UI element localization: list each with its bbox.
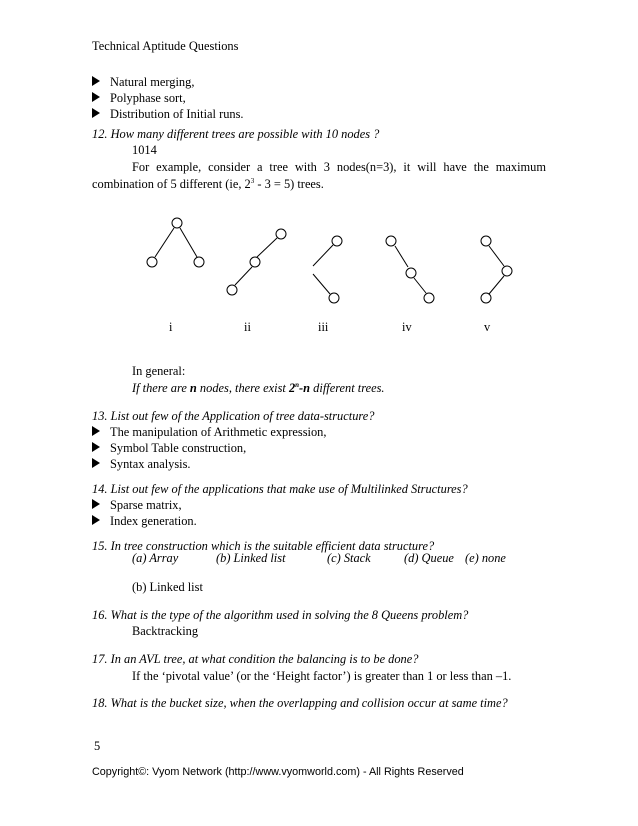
tree-node [332, 236, 342, 246]
option-c: (c) Stack [327, 551, 371, 565]
tree-edge [489, 276, 504, 294]
tree-node [194, 257, 204, 267]
general-label: In general: [132, 364, 186, 378]
question-15: 15. In tree construction which is the suitable efficient data structure? [92, 539, 435, 553]
tree-node [386, 236, 396, 246]
option-d: (d) Queue [404, 551, 454, 565]
tree-i [147, 218, 204, 267]
tree-iv [386, 236, 434, 303]
question-16: 16. What is the type of the algorithm used in solving the 8 Queens problem? [92, 608, 469, 622]
tree-node [481, 293, 491, 303]
application-list: The manipulation of Arithmetic expression, Symbol Table construction, Syntax analysis. [92, 425, 412, 471]
tree-node [147, 257, 157, 267]
page-number: 5 [94, 739, 101, 753]
option-e: (e) none [465, 551, 506, 565]
answer-17: If the ‘pivotal value’ (or the ‘Height factor’) is greater than 1 or less than –1. [132, 669, 512, 683]
tree-edge [313, 274, 330, 294]
tree-label-iv: iv [402, 320, 412, 334]
tree-node [406, 268, 416, 278]
tree-iii [313, 236, 342, 303]
example-line-2: combination of 5 different (ie, $2^3 - 3 = 5$) trees. [92, 177, 324, 191]
tree-node [329, 293, 339, 303]
tree-edge [235, 267, 252, 285]
tree-edge [489, 246, 504, 266]
tree-edge [155, 228, 174, 257]
bullet-arrow-icon [92, 498, 100, 512]
tree-node [227, 285, 237, 295]
question-13: 13. List out few of the Application of tree data-structure? [92, 409, 375, 423]
tree-edge [257, 238, 277, 257]
bullet-arrow-icon [92, 441, 100, 455]
example-line-1: For example, consider a tree with 3 nodes(n=3), it will have the maximum [132, 160, 546, 174]
option-b: (b) Linked list [216, 551, 286, 565]
bullet-arrow-icon [92, 425, 100, 439]
question-17: 17. In an AVL tree, at what condition the balancing is to be done? [92, 652, 419, 666]
general-formula: If there are n nodes, there exist 2$^n$-n different trees. [132, 381, 385, 395]
tree-edge [180, 228, 197, 257]
tree-v [481, 236, 512, 303]
tree-node [250, 257, 260, 267]
answer-16: Backtracking [132, 624, 199, 638]
multilinked-list: Sparse matrix, Index generation. [92, 498, 392, 528]
tree-node [172, 218, 182, 228]
bullet-arrow-icon [92, 514, 100, 528]
bullet-arrow-icon [92, 457, 100, 471]
tree-node [502, 266, 512, 276]
tree-label-i: i [169, 320, 173, 334]
tree-label-v: v [484, 320, 491, 334]
bullet-arrow-icon [92, 107, 100, 121]
question-14: 14. List out few of the applications that make use of Multilinked Structures? [92, 482, 468, 496]
tree-edge [313, 245, 333, 266]
bullet-arrow-icon [92, 91, 100, 105]
option-a: (a) Array [132, 551, 179, 565]
tree-label-iii: iii [318, 320, 329, 334]
question-12: 12. How many different trees are possible with 10 nodes ? [92, 127, 380, 141]
tree-ii [227, 229, 286, 295]
footer-copyright: Copyright©: Vyom Network (http://www.vyomworld.com) - All Rights Reserved [92, 766, 464, 778]
bullet-arrow-icon [92, 75, 100, 89]
tree-label-ii: ii [244, 320, 251, 334]
tree-node [481, 236, 491, 246]
tree-node [276, 229, 286, 239]
answer-12: 1014 [132, 143, 157, 157]
answer-15: (b) Linked list [132, 580, 203, 594]
tree-edge [395, 246, 408, 267]
tree-node [424, 293, 434, 303]
merging-list: Natural merging, Polyphase sort, Distribution of Initial runs. [92, 75, 392, 121]
question-18: 18. What is the bucket size, when the overlapping and collision occur at same time? [92, 696, 508, 710]
page-header: Technical Aptitude Questions [92, 39, 239, 53]
tree-edge [414, 278, 426, 293]
